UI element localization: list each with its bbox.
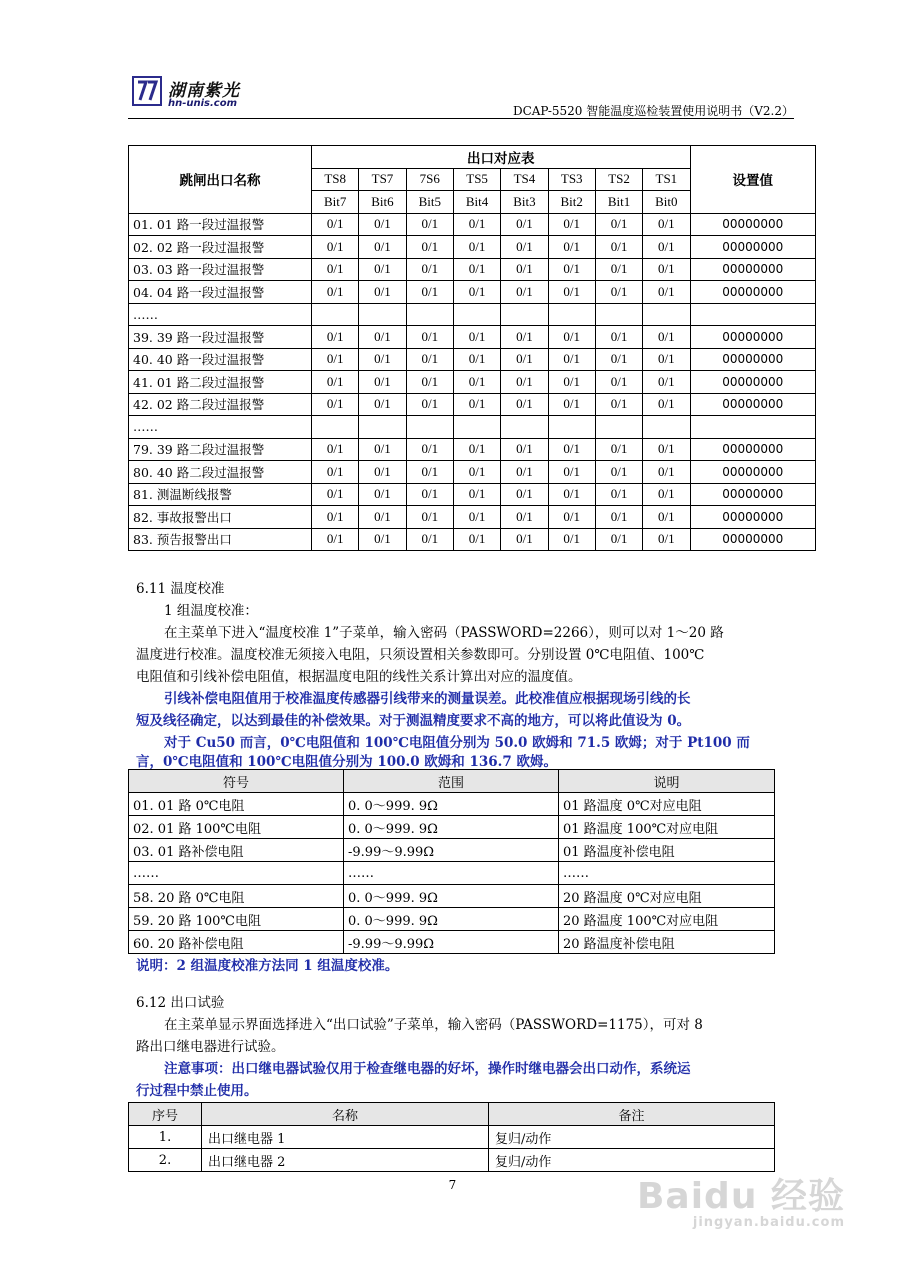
page-number: 7 bbox=[448, 1178, 457, 1192]
bit-value: 0/1 bbox=[312, 281, 359, 304]
bit-value: 0/1 bbox=[501, 213, 548, 236]
bit-value bbox=[312, 303, 359, 326]
table-row bbox=[129, 461, 816, 484]
bit-value bbox=[548, 303, 595, 326]
bit-value: 0/1 bbox=[312, 438, 359, 461]
table-row bbox=[129, 258, 816, 281]
note-line: 短及线径确定，以达到最佳的补偿效果。对于测温精度要求不高的地方，可以将此值设为 0。 bbox=[136, 713, 691, 729]
sub-heading: 1 组温度校准： bbox=[164, 603, 258, 619]
bit-value: 0/1 bbox=[643, 371, 690, 394]
table-row bbox=[129, 393, 816, 416]
bit-value: 0/1 bbox=[359, 236, 406, 259]
bit-value: 0/1 bbox=[548, 326, 595, 349]
table-row bbox=[129, 506, 816, 529]
bit-value: 0/1 bbox=[643, 393, 690, 416]
bit-header: Bit7 bbox=[312, 191, 359, 214]
bit-value: 0/1 bbox=[359, 528, 406, 551]
bit-value: 0/1 bbox=[453, 438, 500, 461]
bit-value bbox=[453, 416, 500, 439]
company-logo-icon bbox=[132, 76, 162, 106]
bit-value: 0/1 bbox=[548, 213, 595, 236]
bit-value: 0/1 bbox=[406, 371, 453, 394]
bit-value bbox=[312, 416, 359, 439]
index-cell: 1. bbox=[129, 1126, 202, 1149]
set-value: 00000000 bbox=[690, 483, 816, 506]
table-row bbox=[129, 908, 775, 931]
set-value bbox=[690, 303, 816, 326]
output-name: …… bbox=[129, 303, 312, 326]
desc-cell: 01 路温度补偿电阻 bbox=[559, 839, 775, 862]
bit-value: 0/1 bbox=[359, 483, 406, 506]
bit-value: 0/1 bbox=[501, 258, 548, 281]
col-range-header: 范围 bbox=[344, 770, 559, 793]
range-cell: 0. 0～999. 9Ω bbox=[344, 885, 559, 908]
output-name: …… bbox=[129, 416, 312, 439]
desc-cell: 20 路温度补偿电阻 bbox=[559, 931, 775, 954]
bit-header: Bit1 bbox=[595, 191, 642, 214]
table-row bbox=[129, 1126, 775, 1149]
col-group-header: 出口对应表 bbox=[312, 146, 691, 169]
bit-value: 0/1 bbox=[406, 258, 453, 281]
symbol-cell: 58. 20 路 0℃电阻 bbox=[129, 885, 344, 908]
bit-value: 0/1 bbox=[643, 438, 690, 461]
desc-cell: 20 路温度 0℃对应电阻 bbox=[559, 885, 775, 908]
bit-value: 0/1 bbox=[501, 528, 548, 551]
paragraph-line: 路出口继电器进行试验。 bbox=[136, 1039, 285, 1055]
name-cell: 出口继电器 2 bbox=[202, 1149, 489, 1172]
bit-header: Bit0 bbox=[643, 191, 690, 214]
index-cell: 2. bbox=[129, 1149, 202, 1172]
table-row bbox=[129, 839, 775, 862]
col-name-header: 跳闸出口名称 bbox=[129, 146, 312, 214]
bit-value: 0/1 bbox=[501, 506, 548, 529]
table-row bbox=[129, 348, 816, 371]
bit-value: 0/1 bbox=[501, 438, 548, 461]
bit-value: 0/1 bbox=[548, 461, 595, 484]
bit-value bbox=[359, 303, 406, 326]
ts-header: TS7 bbox=[359, 168, 406, 191]
bit-value bbox=[359, 416, 406, 439]
output-name: 01. 01 路一段过温报警 bbox=[129, 213, 312, 236]
logo-url: hn-unis.com bbox=[168, 98, 238, 109]
bit-value: 0/1 bbox=[453, 483, 500, 506]
bit-value bbox=[453, 303, 500, 326]
bit-value: 0/1 bbox=[312, 258, 359, 281]
bit-value bbox=[406, 303, 453, 326]
table-row bbox=[129, 793, 775, 816]
bit-value: 0/1 bbox=[643, 213, 690, 236]
symbol-cell: …… bbox=[129, 862, 344, 885]
relay-test-table bbox=[128, 1102, 775, 1172]
range-cell: 0. 0～999. 9Ω bbox=[344, 816, 559, 839]
table-row bbox=[129, 236, 816, 259]
bit-value: 0/1 bbox=[453, 281, 500, 304]
bit-value: 0/1 bbox=[501, 483, 548, 506]
set-value: 00000000 bbox=[690, 393, 816, 416]
col-desc-header: 说明 bbox=[559, 770, 775, 793]
bit-value: 0/1 bbox=[548, 393, 595, 416]
bit-value: 0/1 bbox=[643, 281, 690, 304]
output-name: 03. 03 路一段过温报警 bbox=[129, 258, 312, 281]
bit-value bbox=[595, 416, 642, 439]
col-index-header: 序号 bbox=[129, 1103, 202, 1126]
bit-value: 0/1 bbox=[359, 506, 406, 529]
set-value: 00000000 bbox=[690, 461, 816, 484]
bit-value: 0/1 bbox=[548, 483, 595, 506]
symbol-cell: 02. 01 路 100℃电阻 bbox=[129, 816, 344, 839]
bit-value: 0/1 bbox=[406, 348, 453, 371]
bit-value: 0/1 bbox=[595, 326, 642, 349]
bit-value bbox=[643, 416, 690, 439]
watermark-logo: Baidu 经验 bbox=[636, 1176, 845, 1217]
output-name: 79. 39 路二段过温报警 bbox=[129, 438, 312, 461]
bit-value: 0/1 bbox=[406, 326, 453, 349]
bit-value: 0/1 bbox=[359, 393, 406, 416]
bit-value: 0/1 bbox=[406, 236, 453, 259]
bit-value: 0/1 bbox=[359, 461, 406, 484]
output-name: 82. 事故报警出口 bbox=[129, 506, 312, 529]
paragraph-line: 电阻值和引线补偿电阻值，根据温度电阻的线性关系计算出对应的温度值。 bbox=[136, 669, 582, 685]
table-row bbox=[129, 416, 816, 439]
output-name: 80. 40 路二段过温报警 bbox=[129, 461, 312, 484]
bit-value: 0/1 bbox=[595, 258, 642, 281]
bit-header: Bit5 bbox=[406, 191, 453, 214]
output-name: 04. 04 路一段过温报警 bbox=[129, 281, 312, 304]
bit-value: 0/1 bbox=[312, 461, 359, 484]
output-name: 39. 39 路一段过温报警 bbox=[129, 326, 312, 349]
table-row bbox=[129, 885, 775, 908]
bit-value: 0/1 bbox=[595, 393, 642, 416]
bit-value: 0/1 bbox=[312, 348, 359, 371]
desc-cell: 20 路温度 100℃对应电阻 bbox=[559, 908, 775, 931]
bit-value: 0/1 bbox=[643, 461, 690, 484]
watermark bbox=[637, 1168, 845, 1230]
table-row bbox=[129, 931, 775, 954]
output-mapping-table bbox=[128, 145, 816, 551]
page-header bbox=[128, 68, 794, 119]
bit-value: 0/1 bbox=[453, 371, 500, 394]
bit-value: 0/1 bbox=[643, 258, 690, 281]
bit-value: 0/1 bbox=[312, 326, 359, 349]
bit-value: 0/1 bbox=[453, 213, 500, 236]
bit-header: Bit2 bbox=[548, 191, 595, 214]
bit-value: 0/1 bbox=[359, 371, 406, 394]
output-name: 81. 测温断线报警 bbox=[129, 483, 312, 506]
bit-value: 0/1 bbox=[595, 528, 642, 551]
set-value: 00000000 bbox=[690, 326, 816, 349]
bit-value: 0/1 bbox=[595, 348, 642, 371]
bit-value: 0/1 bbox=[501, 371, 548, 394]
bit-value: 0/1 bbox=[643, 483, 690, 506]
bit-value: 0/1 bbox=[643, 506, 690, 529]
bit-value: 0/1 bbox=[501, 326, 548, 349]
bit-value bbox=[595, 303, 642, 326]
note-cell: 复归/动作 bbox=[489, 1126, 775, 1149]
set-value: 00000000 bbox=[690, 528, 816, 551]
bit-value: 0/1 bbox=[406, 506, 453, 529]
bit-value: 0/1 bbox=[548, 438, 595, 461]
bit-value: 0/1 bbox=[406, 213, 453, 236]
output-name: 41. 01 路二段过温报警 bbox=[129, 371, 312, 394]
note-line: 对于 Cu50 而言，0℃电阻值和 100℃电阻值分别为 50.0 欧姆和 71.5 欧姆；对于 Pt100 而 bbox=[164, 735, 750, 751]
ts-header: TS3 bbox=[548, 168, 595, 191]
symbol-cell: 01. 01 路 0℃电阻 bbox=[129, 793, 344, 816]
desc-cell: 01 路温度 0℃对应电阻 bbox=[559, 793, 775, 816]
bit-value: 0/1 bbox=[453, 506, 500, 529]
bit-value: 0/1 bbox=[312, 528, 359, 551]
bit-value: 0/1 bbox=[595, 236, 642, 259]
table-row bbox=[129, 326, 816, 349]
bit-value: 0/1 bbox=[406, 281, 453, 304]
ts-header: TS8 bbox=[312, 168, 359, 191]
set-value: 00000000 bbox=[690, 371, 816, 394]
section-heading-6-11: 6.11 温度校准 bbox=[136, 581, 225, 597]
table-row bbox=[129, 438, 816, 461]
bit-value: 0/1 bbox=[501, 348, 548, 371]
range-cell: 0. 0～999. 9Ω bbox=[344, 793, 559, 816]
range-cell: -9.99～9.99Ω bbox=[344, 931, 559, 954]
set-value: 00000000 bbox=[690, 506, 816, 529]
document-title: DCAP-5520 智能温度巡检装置使用说明书（V2.2） bbox=[512, 104, 794, 118]
ts-header: 7S6 bbox=[406, 168, 453, 191]
bit-value: 0/1 bbox=[359, 326, 406, 349]
paragraph-line: 在主菜单下进入“温度校准 1”子菜单，输入密码（PASSWORD=2266），则可以对 1～20 路 bbox=[164, 625, 724, 641]
bit-value: 0/1 bbox=[312, 236, 359, 259]
set-value: 00000000 bbox=[690, 281, 816, 304]
ts-header: TS5 bbox=[453, 168, 500, 191]
bit-value: 0/1 bbox=[312, 371, 359, 394]
bit-value: 0/1 bbox=[643, 528, 690, 551]
bit-value: 0/1 bbox=[643, 348, 690, 371]
bit-value: 0/1 bbox=[312, 483, 359, 506]
note-line: 行过程中禁止使用。 bbox=[136, 1083, 258, 1099]
symbol-cell: 03. 01 路补偿电阻 bbox=[129, 839, 344, 862]
ts-header: TS2 bbox=[595, 168, 642, 191]
set-value: 00000000 bbox=[690, 213, 816, 236]
paragraph-line: 温度进行校准。温度校准无须接入电阻，只须设置相关参数即可。分别设置 0℃电阻值、100℃ bbox=[136, 647, 705, 663]
bit-value: 0/1 bbox=[453, 348, 500, 371]
paragraph-line: 在主菜单显示界面选择进入“出口试验”子菜单，输入密码（PASSWORD=1175），可对 8 bbox=[164, 1017, 703, 1033]
bit-value: 0/1 bbox=[406, 438, 453, 461]
ts-header: TS4 bbox=[501, 168, 548, 191]
bit-value: 0/1 bbox=[595, 371, 642, 394]
section-heading-6-12: 6.12 出口试验 bbox=[136, 995, 225, 1011]
bit-header: Bit6 bbox=[359, 191, 406, 214]
note-line: 注意事项：出口继电器试验仅用于检查继电器的好坏，操作时继电器会出口动作，系统运 bbox=[164, 1061, 691, 1077]
bit-value bbox=[501, 303, 548, 326]
bit-value: 0/1 bbox=[312, 213, 359, 236]
set-value: 00000000 bbox=[690, 236, 816, 259]
table-row bbox=[129, 528, 816, 551]
bit-value: 0/1 bbox=[406, 461, 453, 484]
symbol-cell: 60. 20 路补偿电阻 bbox=[129, 931, 344, 954]
table-row bbox=[129, 371, 816, 394]
bit-value: 0/1 bbox=[359, 348, 406, 371]
bit-value: 0/1 bbox=[595, 213, 642, 236]
table-row bbox=[129, 862, 775, 885]
set-value: 00000000 bbox=[690, 348, 816, 371]
note-line: 引线补偿电阻值用于校准温度传感器引线带来的测量误差。此校准值应根据现场引线的长 bbox=[164, 691, 691, 707]
bit-value: 0/1 bbox=[595, 438, 642, 461]
bit-value: 0/1 bbox=[406, 393, 453, 416]
bit-value: 0/1 bbox=[643, 236, 690, 259]
desc-cell: 01 路温度 100℃对应电阻 bbox=[559, 816, 775, 839]
bit-value: 0/1 bbox=[548, 281, 595, 304]
bit-value: 0/1 bbox=[548, 348, 595, 371]
range-cell: 0. 0～999. 9Ω bbox=[344, 908, 559, 931]
output-name: 83. 预告报警出口 bbox=[129, 528, 312, 551]
output-name: 02. 02 路一段过温报警 bbox=[129, 236, 312, 259]
bit-value: 0/1 bbox=[595, 281, 642, 304]
bit-value: 0/1 bbox=[501, 393, 548, 416]
ts-header: TS1 bbox=[643, 168, 690, 191]
name-cell: 出口继电器 1 bbox=[202, 1126, 489, 1149]
set-value bbox=[690, 416, 816, 439]
bit-value: 0/1 bbox=[548, 506, 595, 529]
col-note-header: 备注 bbox=[489, 1103, 775, 1126]
bit-value: 0/1 bbox=[453, 326, 500, 349]
bit-value bbox=[501, 416, 548, 439]
bit-value: 0/1 bbox=[501, 281, 548, 304]
bit-value bbox=[643, 303, 690, 326]
bit-value bbox=[406, 416, 453, 439]
watermark-url: jingyan.baidu.com bbox=[692, 1215, 845, 1230]
col-symbol-header: 符号 bbox=[129, 770, 344, 793]
table-row bbox=[129, 483, 816, 506]
bit-value: 0/1 bbox=[501, 236, 548, 259]
bit-value: 0/1 bbox=[406, 483, 453, 506]
bit-header: Bit4 bbox=[453, 191, 500, 214]
table-row bbox=[129, 213, 816, 236]
bit-value: 0/1 bbox=[453, 528, 500, 551]
table-row bbox=[129, 303, 816, 326]
bit-value: 0/1 bbox=[359, 281, 406, 304]
bit-value: 0/1 bbox=[453, 393, 500, 416]
bit-value: 0/1 bbox=[453, 236, 500, 259]
set-value: 00000000 bbox=[690, 258, 816, 281]
bit-value: 0/1 bbox=[312, 393, 359, 416]
bit-value: 0/1 bbox=[643, 326, 690, 349]
col-set-header: 设置值 bbox=[690, 146, 816, 214]
logo-text: 湖南紫光 bbox=[168, 81, 240, 101]
table-row bbox=[129, 816, 775, 839]
bit-value: 0/1 bbox=[595, 483, 642, 506]
bit-value: 0/1 bbox=[359, 213, 406, 236]
table-row bbox=[129, 281, 816, 304]
bit-value: 0/1 bbox=[406, 528, 453, 551]
bit-value: 0/1 bbox=[501, 461, 548, 484]
range-cell: …… bbox=[344, 862, 559, 885]
bit-header: Bit3 bbox=[501, 191, 548, 214]
symbol-cell: 59. 20 路 100℃电阻 bbox=[129, 908, 344, 931]
bit-value: 0/1 bbox=[548, 371, 595, 394]
note-line: 言，0℃电阻值和 100℃电阻值分别为 100.0 欧姆和 136.7 欧姆。 bbox=[136, 754, 557, 770]
bit-value: 0/1 bbox=[359, 258, 406, 281]
bit-value: 0/1 bbox=[548, 528, 595, 551]
bit-value bbox=[548, 416, 595, 439]
note-cell: 复归/动作 bbox=[489, 1149, 775, 1172]
desc-cell: …… bbox=[559, 862, 775, 885]
output-name: 40. 40 路一段过温报警 bbox=[129, 348, 312, 371]
bit-value: 0/1 bbox=[548, 236, 595, 259]
output-name: 42. 02 路二段过温报警 bbox=[129, 393, 312, 416]
bit-value: 0/1 bbox=[312, 506, 359, 529]
bit-value: 0/1 bbox=[595, 506, 642, 529]
bit-value: 0/1 bbox=[453, 258, 500, 281]
range-cell: -9.99～9.99Ω bbox=[344, 839, 559, 862]
col-name-header: 名称 bbox=[202, 1103, 489, 1126]
calibration-note: 说明：2 组温度校准方法同 1 组温度校准。 bbox=[136, 958, 399, 974]
bit-value: 0/1 bbox=[359, 438, 406, 461]
bit-value: 0/1 bbox=[453, 461, 500, 484]
set-value: 00000000 bbox=[690, 438, 816, 461]
bit-value: 0/1 bbox=[595, 461, 642, 484]
calibration-table bbox=[128, 769, 775, 954]
bit-value: 0/1 bbox=[548, 258, 595, 281]
